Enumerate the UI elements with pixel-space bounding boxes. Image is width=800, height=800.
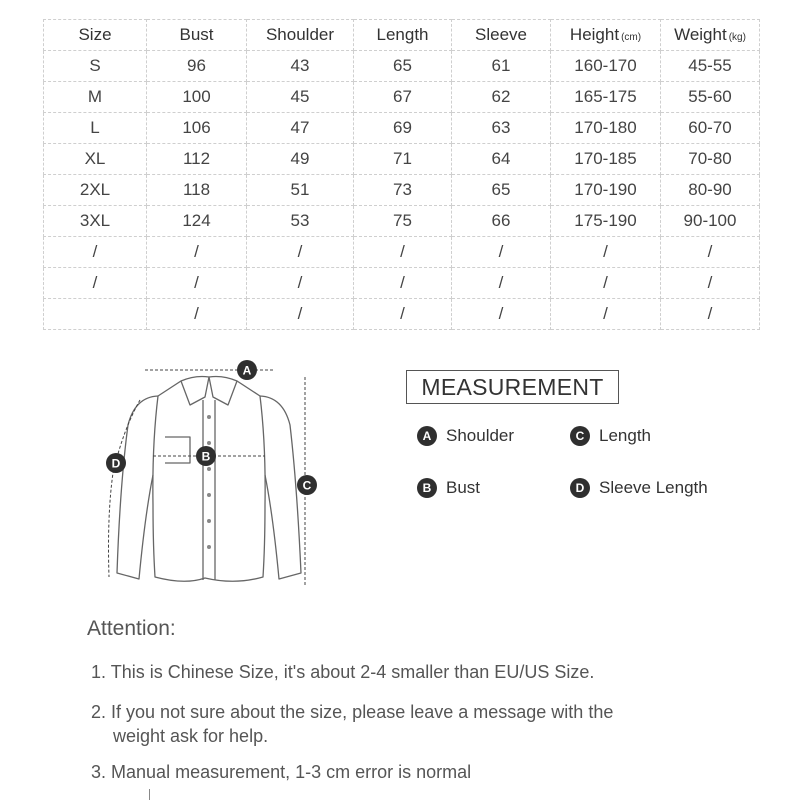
table-cell: 96 — [147, 51, 247, 82]
size-chart-table — [43, 19, 760, 330]
table-cell: 69 — [354, 113, 452, 144]
svg-text:D: D — [111, 456, 121, 471]
table-cell: 170-190 — [551, 175, 661, 206]
note-2 — [91, 700, 731, 748]
table-cell: 66 — [452, 206, 551, 237]
table-cell: / — [452, 237, 551, 268]
header-sleeve: Sleeve — [452, 20, 551, 51]
header-shoulder: Shoulder — [247, 20, 354, 51]
table-cell: / — [354, 299, 452, 330]
legend-badge-d: D — [570, 478, 590, 498]
table-cell: 106 — [147, 113, 247, 144]
table-row — [44, 299, 760, 330]
note-2-text: If you not sure about the size, please leave a message with the — [111, 702, 614, 722]
note-2-number: 2. — [91, 702, 107, 722]
table-cell: 55-60 — [661, 82, 760, 113]
table-cell: / — [452, 268, 551, 299]
table-cell: / — [661, 237, 760, 268]
table-cell: 3XL — [44, 206, 147, 237]
table-cell: 170-185 — [551, 144, 661, 175]
note-1-text: This is Chinese Size, it's about 2-4 smaller than EU/US Size. — [110, 662, 595, 682]
table-cell: 170-180 — [551, 113, 661, 144]
legend-label-shoulder: Shoulder — [446, 426, 515, 445]
table-cell: 49 — [247, 144, 354, 175]
table-cell: S — [44, 51, 147, 82]
note-3-text: Manual measurement, 1-3 cm error is normal — [111, 762, 472, 782]
marker-d — [106, 453, 126, 473]
legend-label-bust: Bust — [446, 478, 481, 497]
marker-a — [237, 360, 257, 380]
table-cell: / — [247, 237, 354, 268]
legend-item-length — [570, 426, 651, 446]
table-cell: / — [551, 299, 661, 330]
table-cell: 160-170 — [551, 51, 661, 82]
note-1-number: 1. — [91, 662, 107, 682]
table-row — [44, 237, 760, 268]
table-cell: 118 — [147, 175, 247, 206]
table-header-row — [44, 20, 760, 51]
table-cell: 2XL — [44, 175, 147, 206]
header-length: Length — [354, 20, 452, 51]
note-3-number: 3. — [91, 762, 107, 782]
table-cell: 43 — [247, 51, 354, 82]
table-cell: / — [354, 237, 452, 268]
measurement-lines — [109, 370, 306, 585]
table-cell: L — [44, 113, 147, 144]
table-row — [44, 206, 760, 237]
table-cell: 65 — [354, 51, 452, 82]
header-height: Height (cm) — [551, 20, 661, 51]
table-cell: 47 — [247, 113, 354, 144]
svg-text:A: A — [242, 363, 252, 378]
table-cell: 90-100 — [661, 206, 760, 237]
table-cell: / — [661, 268, 760, 299]
table-row — [44, 51, 760, 82]
table-row — [44, 268, 760, 299]
table-cell: / — [147, 237, 247, 268]
table-cell: / — [247, 299, 354, 330]
table-cell: 53 — [247, 206, 354, 237]
header-size: Size — [44, 20, 147, 51]
table-cell: 124 — [147, 206, 247, 237]
table-cell: 64 — [452, 144, 551, 175]
table-cell: 63 — [452, 113, 551, 144]
table-cell: / — [44, 268, 147, 299]
header-height-unit: (cm) — [621, 32, 642, 43]
shirt-outline — [117, 377, 301, 582]
table-cell: 61 — [452, 51, 551, 82]
shirt-buttons — [207, 415, 211, 549]
table-cell: / — [44, 237, 147, 268]
table-cell: / — [247, 268, 354, 299]
table-cell: M — [44, 82, 147, 113]
attention-heading: Attention: — [87, 617, 176, 640]
table-row — [44, 144, 760, 175]
table-cell: 165-175 — [551, 82, 661, 113]
header-weight-unit: (kg) — [728, 32, 746, 43]
table-cell: 65 — [452, 175, 551, 206]
table-cell: / — [551, 268, 661, 299]
legend-label-sleeve-length: Sleeve Length — [599, 478, 708, 497]
text-cursor-mark — [149, 789, 150, 800]
svg-text:B: B — [201, 449, 211, 464]
header-weight: Weight (kg) — [661, 20, 760, 51]
legend-badge-b: B — [417, 478, 437, 498]
table-cell: / — [147, 268, 247, 299]
legend-item-shoulder — [417, 426, 514, 446]
table-row — [44, 175, 760, 206]
table-body — [44, 51, 760, 330]
table-cell: 62 — [452, 82, 551, 113]
table-cell: 45 — [247, 82, 354, 113]
note-1 — [91, 660, 731, 684]
table-cell: / — [452, 299, 551, 330]
legend-item-bust — [417, 478, 480, 498]
table-cell: 75 — [354, 206, 452, 237]
legend-badge-c: C — [570, 426, 590, 446]
table-cell: 51 — [247, 175, 354, 206]
table-cell: 80-90 — [661, 175, 760, 206]
measurement-title: MEASUREMENT — [406, 370, 619, 404]
header-bust: Bust — [147, 20, 247, 51]
table-cell: / — [551, 237, 661, 268]
table-cell: 45-55 — [661, 51, 760, 82]
table-cell: XL — [44, 144, 147, 175]
table-cell: / — [661, 299, 760, 330]
svg-text:C: C — [302, 478, 312, 493]
marker-c — [297, 475, 317, 495]
table-cell: 67 — [354, 82, 452, 113]
shirt-measurement-diagram — [95, 355, 335, 595]
legend-label-length: Length — [599, 426, 651, 445]
note-3 — [91, 760, 731, 784]
legend-badge-a: A — [417, 426, 437, 446]
table-row — [44, 113, 760, 144]
table-cell: / — [147, 299, 247, 330]
table-cell: 60-70 — [661, 113, 760, 144]
table-cell: 112 — [147, 144, 247, 175]
note-2-continuation: weight ask for help. — [113, 726, 269, 746]
table-row — [44, 82, 760, 113]
table-cell — [44, 299, 147, 330]
table-cell: 100 — [147, 82, 247, 113]
table-cell: 175-190 — [551, 206, 661, 237]
table-cell: / — [354, 268, 452, 299]
marker-b — [196, 446, 216, 466]
legend-item-sleeve-length — [570, 478, 708, 498]
table-cell: 73 — [354, 175, 452, 206]
table-cell: 71 — [354, 144, 452, 175]
table-cell: 70-80 — [661, 144, 760, 175]
